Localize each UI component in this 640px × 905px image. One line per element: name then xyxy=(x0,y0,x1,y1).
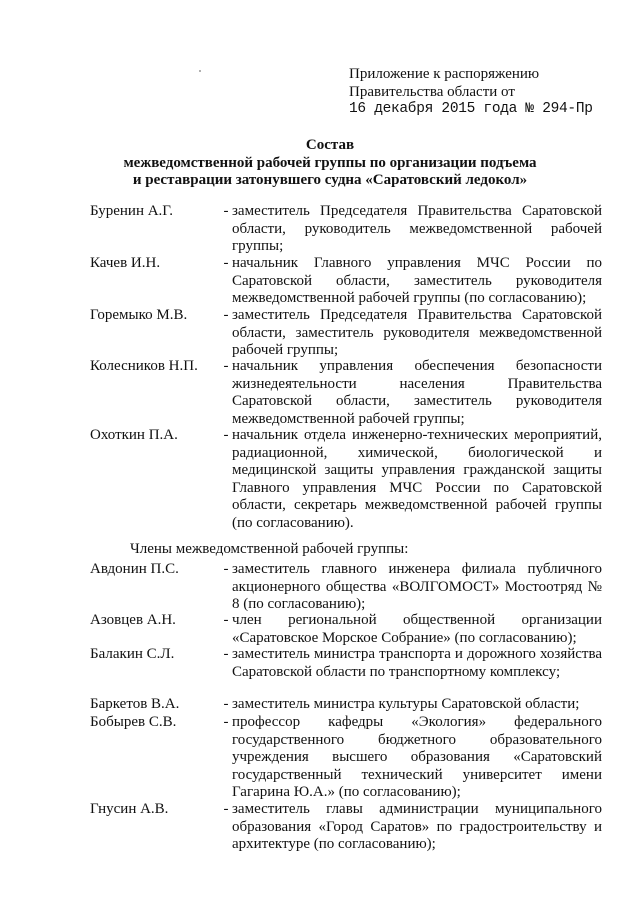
person-role: член региональной общественной организации «Саратовское Морское Собрание» (по согласованию); xyxy=(232,612,602,646)
list-item xyxy=(90,714,602,802)
person-role: начальник управления обеспечения безопасности жизнедеятельности населения Правительства Саратовской области, заместитель руководителя межведомственной рабочей группы; xyxy=(232,358,602,427)
person-name: Охоткин П.А. xyxy=(90,427,178,443)
person-role: заместитель главного инженера филиала публичного акционерного общества «ВОЛГОМОСТ» Мостоотряд № 8 (по согласованию); xyxy=(232,561,602,613)
list-item xyxy=(90,203,602,256)
person-role: профессор кафедры «Экология» федерального государственного бюджетного образовательного учреждения высшего образования «Саратовский государственный технический университет имени Гагарина Ю.А.» (по согласованию); xyxy=(232,714,602,801)
person-role: заместитель главы администрации муниципального образования «Город Саратов» по градостроительству и архитектуре (по согласованию); xyxy=(232,801,602,853)
person-name: Балакин С.Л. xyxy=(90,646,175,662)
appendix-line: Правительства области от xyxy=(349,83,515,100)
dash: - xyxy=(223,427,229,443)
list-item xyxy=(90,612,602,647)
person-name: Гнусин А.В. xyxy=(90,801,169,817)
scan-speck xyxy=(199,70,201,72)
list-item xyxy=(90,307,602,360)
list-item xyxy=(90,801,602,854)
person-role: заместитель Председателя Правительства Саратовской области, руководитель межведомственной рабочей группы; xyxy=(232,203,602,255)
list-item xyxy=(90,646,602,681)
person-name: Баркетов В.А. xyxy=(90,696,180,712)
dash: - xyxy=(223,612,229,628)
appendix-date-number: 16 декабря 2015 года № 294-Пр xyxy=(349,101,593,118)
person-role: заместитель Председателя Правительства Саратовской области, заместитель руководителя межведомственной рабочей группы; xyxy=(232,307,602,359)
dash: - xyxy=(223,358,229,374)
person-role: заместитель министра транспорта и дорожного хозяйства Саратовской области по транспортному комплексу; xyxy=(232,646,602,680)
person-name: Бобырев С.В. xyxy=(90,714,177,730)
person-role: начальник Главного управления МЧС России по Саратовской области, заместитель руководителя межведомственной рабочей группы (по согласованию); xyxy=(232,255,602,307)
dash: - xyxy=(223,203,229,219)
person-role: начальник отдела инженерно-технических мероприятий, радиационной, химической, биологической и медицинской защиты управления гражданской защиты Главного управления МЧС России по Саратовской области, секретарь межведомственной рабочей группы (по согласованию). xyxy=(232,427,602,531)
dash: - xyxy=(223,646,229,662)
list-item xyxy=(90,255,602,308)
dash: - xyxy=(223,307,229,323)
document-title xyxy=(60,137,600,190)
members-heading: Члены межведомственной рабочей группы: xyxy=(130,541,409,557)
person-name: Качев И.Н. xyxy=(90,255,161,271)
person-name: Горемыко М.В. xyxy=(90,307,188,323)
person-name: Авдонин П.С. xyxy=(90,561,179,577)
title-line: и реставрации затонувшего судна «Саратовский ледокол» xyxy=(132,172,528,189)
person-name: Колесников Н.П. xyxy=(90,358,198,374)
appendix-header xyxy=(349,66,619,119)
person-name: Буренин А.Г. xyxy=(90,203,174,219)
title-line: Состав xyxy=(305,137,355,153)
person-role: заместитель министра культуры Саратовской области; xyxy=(232,696,580,712)
title-line: межведомственной рабочей группы по организации подъема xyxy=(123,154,537,171)
list-item xyxy=(90,427,602,533)
dash: - xyxy=(223,714,229,730)
list-item xyxy=(90,696,602,714)
dash: - xyxy=(223,696,229,712)
dash: - xyxy=(223,801,229,817)
dash: - xyxy=(223,561,229,577)
list-item xyxy=(90,358,602,428)
appendix-line: Приложение к распоряжению xyxy=(349,66,540,82)
person-name: Азовцев А.Н. xyxy=(90,612,176,628)
dash: - xyxy=(223,255,229,271)
list-item xyxy=(90,561,602,614)
